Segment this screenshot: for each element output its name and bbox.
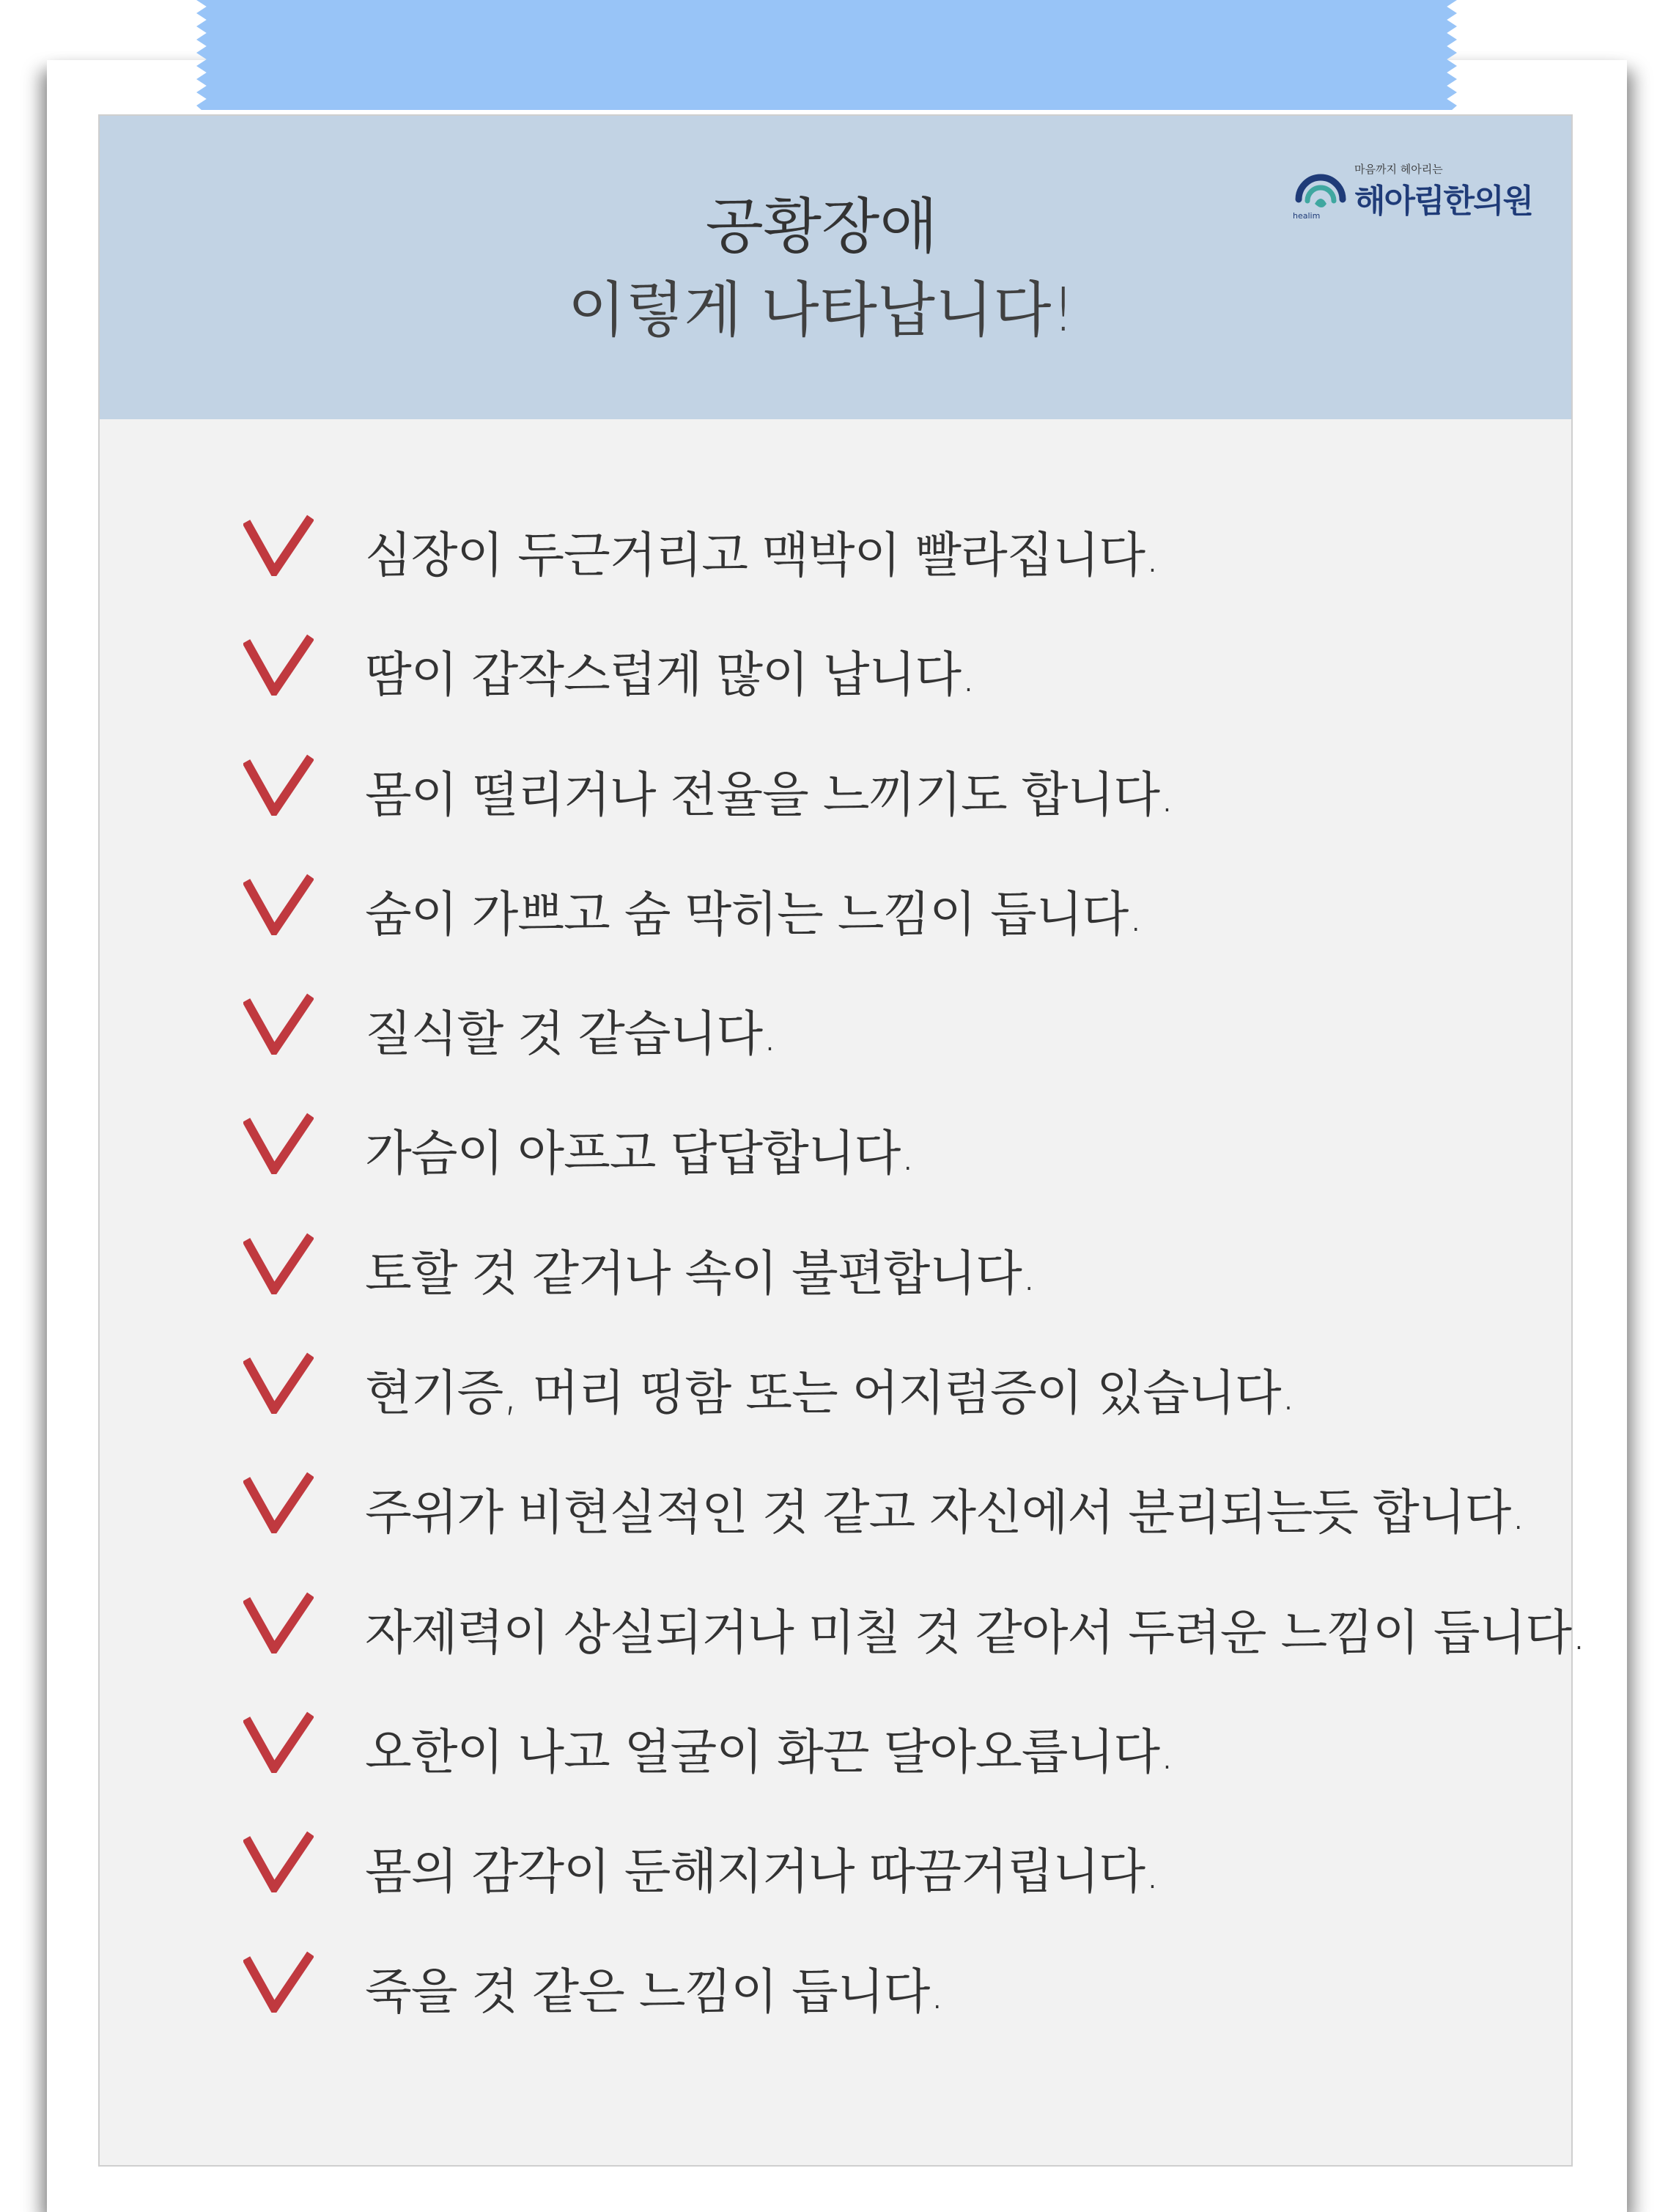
- list-item: [100, 1831, 1571, 1950]
- list-item: [100, 515, 1571, 634]
- page-title: 공황장애: [705, 192, 938, 262]
- symptom-text: 질식할 것 같습니다.: [365, 1006, 777, 1063]
- tape-strip: [196, 0, 1457, 110]
- list-item: [100, 754, 1571, 874]
- symptom-text: 숨이 가쁘고 숨 막히는 느낌이 듭니다.: [365, 885, 1143, 943]
- check-mark-icon: [243, 634, 314, 696]
- check-mark-icon: [243, 515, 314, 576]
- list-item: [100, 993, 1571, 1113]
- check-mark-icon: [243, 1113, 314, 1174]
- symptom-text: 현기증, 머리 띵함 또는 어지럼증이 있습니다.: [365, 1365, 1296, 1422]
- check-mark-icon: [243, 993, 314, 1055]
- symptom-text: 가슴이 아프고 답답합니다.: [365, 1125, 915, 1182]
- check-mark-icon: [243, 754, 314, 816]
- symptom-text: 토할 것 같거나 속이 불편합니다.: [365, 1245, 1036, 1302]
- list-item: [100, 1472, 1571, 1591]
- symptom-text: 몸의 감각이 둔해지거나 따끔거립니다.: [365, 1843, 1160, 1901]
- logo-slogan: 마음까지 헤아리는: [1354, 163, 1443, 176]
- header-banner: [100, 116, 1571, 419]
- check-mark-icon: [243, 1233, 314, 1294]
- check-mark-icon: [243, 1472, 314, 1533]
- check-mark-icon: [243, 1951, 314, 2013]
- symptom-text: 자제력이 상실되거나 미칠 것 같아서 두려운 느낌이 듭니다.: [365, 1604, 1586, 1661]
- clinic-logo: [1293, 161, 1542, 220]
- check-mark-icon: [243, 1831, 314, 1892]
- symptom-text: 오한이 나고 얼굴이 화끈 달아오릅니다.: [365, 1723, 1174, 1780]
- check-mark-icon: [243, 1352, 314, 1414]
- symptom-text: 땀이 갑작스럽게 많이 납니다.: [365, 646, 975, 704]
- list-item: [100, 1711, 1571, 1831]
- check-mark-icon: [243, 1711, 314, 1773]
- symptom-text: 죽을 것 같은 느낌이 듭니다.: [365, 1963, 945, 2020]
- list-item: [100, 1113, 1571, 1232]
- list-item: [100, 1233, 1571, 1352]
- list-item: [100, 634, 1571, 753]
- list-item: [100, 874, 1571, 993]
- logo-name: 해아림한의원: [1354, 183, 1533, 220]
- page-subtitle: 이렇게 나타납니다!: [567, 276, 1076, 345]
- content-card: [98, 114, 1586, 2167]
- list-item: [100, 1592, 1586, 1711]
- symptom-list: [100, 515, 1586, 2071]
- symptom-text: 몸이 떨리거나 전율을 느끼기도 합니다.: [365, 766, 1174, 823]
- symptom-text: 심장이 두근거리고 맥박이 빨라집니다.: [365, 527, 1160, 583]
- symptom-text: 주위가 비현실적인 것 같고 자신에서 분리되는듯 합니다.: [365, 1484, 1526, 1541]
- logo-subtext: healim: [1293, 211, 1321, 221]
- check-mark-icon: [243, 1592, 314, 1654]
- list-item: [100, 1951, 1571, 2071]
- check-mark-icon: [243, 874, 314, 935]
- list-item: [100, 1352, 1571, 1472]
